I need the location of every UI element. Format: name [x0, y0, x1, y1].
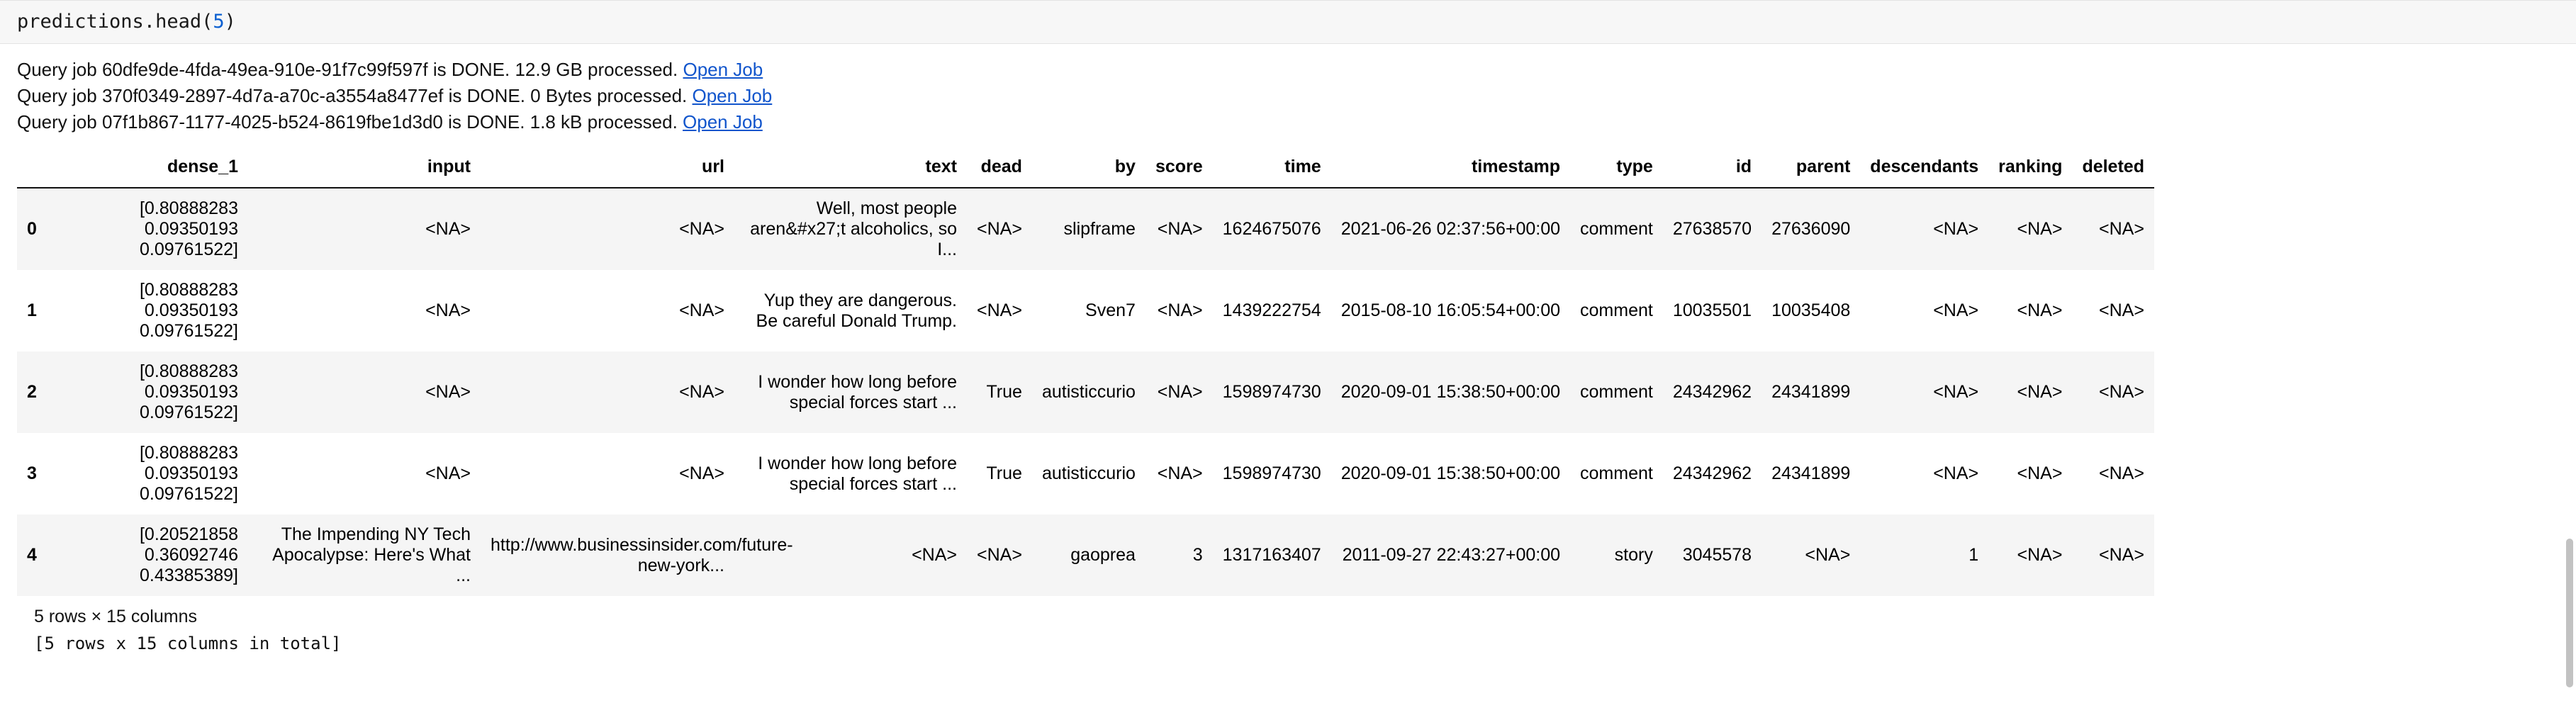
cell-text: I wonder how long before special forces start ...: [758, 371, 957, 412]
cell-time: 1598974730: [1222, 463, 1321, 484]
cell-parent: 24341899: [1771, 382, 1851, 403]
cell-input: <NA>: [425, 219, 471, 240]
table-header: [17, 151, 2154, 188]
row-index: 1: [27, 300, 37, 321]
cell-ranking: <NA>: [2017, 545, 2063, 566]
cell-type: comment: [1580, 300, 1653, 321]
cell-dense_1: [0.80888283 0.09350193 0.09761522]: [139, 280, 238, 342]
query-job-message: [17, 57, 2559, 83]
code-prefix: predictions.head(: [17, 11, 213, 33]
column-header-ranking: ranking: [1988, 151, 2072, 188]
vertical-scrollbar-thumb[interactable]: [2566, 539, 2573, 687]
cell-time: 1624675076: [1222, 219, 1321, 240]
cell-parent: 10035408: [1771, 300, 1851, 321]
cell-parent: <NA>: [1805, 545, 1851, 566]
cell-url: <NA>: [679, 300, 724, 321]
column-header-input: input: [248, 151, 481, 188]
cell-parent: 27636090: [1771, 219, 1851, 240]
cell-text: <NA>: [912, 545, 957, 566]
column-header-parent: parent: [1762, 151, 1860, 188]
cell-output: [0, 44, 2576, 663]
cell-dead: True: [986, 382, 1022, 403]
cell-id: 27638570: [1672, 219, 1752, 240]
cell-dense_1: [0.80888283 0.09350193 0.09761522]: [139, 361, 238, 423]
cell-text: Well, most people aren&#x27;t alcoholics, so I...: [750, 198, 957, 260]
column-header-descendants: descendants: [1860, 151, 1988, 188]
cell-url: <NA>: [679, 382, 724, 403]
cell-dead: <NA>: [977, 219, 1022, 240]
cell-score: <NA>: [1157, 382, 1203, 403]
cell-ranking: <NA>: [2017, 219, 2063, 240]
cell-dense_1: [0.80888283 0.09350193 0.09761522]: [139, 198, 238, 260]
column-header-time: time: [1213, 151, 1331, 188]
cell-descendants: <NA>: [1933, 219, 1979, 240]
cell-score: <NA>: [1157, 463, 1203, 484]
dataframe-footer: [17, 596, 2559, 663]
cell-id: 24342962: [1672, 382, 1752, 403]
cell-timestamp: 2021-06-26 02:37:56+00:00: [1340, 219, 1561, 240]
cell-descendants: <NA>: [1933, 463, 1979, 484]
cell-timestamp: 2020-09-01 15:38:50+00:00: [1340, 382, 1561, 403]
query-job-text: Query job 60dfe9de-4fda-49ea-910e-91f7c99f597f is DONE. 12.9 GB processed.: [17, 59, 683, 81]
column-header-url: url: [481, 151, 734, 188]
cell-url: http://www.businessinsider.com/future-new-york...: [491, 534, 793, 575]
cell-id: 3045578: [1682, 545, 1752, 566]
code-suffix: ): [224, 11, 236, 33]
column-header-score: score: [1146, 151, 1213, 188]
table-row: [17, 270, 2154, 351]
column-header-text: text: [734, 151, 967, 188]
cell-url: <NA>: [679, 219, 724, 240]
column-header-index: [17, 151, 65, 188]
cell-type: comment: [1580, 382, 1653, 403]
table-row: [17, 514, 2154, 596]
cell-deleted: <NA>: [2099, 300, 2144, 321]
cell-time: 1317163407: [1222, 545, 1321, 566]
query-job-text: Query job 07f1b867-1177-4025-b524-8619fbe1d3d0 is DONE. 1.8 kB processed.: [17, 111, 683, 133]
cell-text: Yup they are dangerous. Be careful Donald Trump.: [756, 290, 957, 331]
cell-by: gaoprea: [1070, 545, 1136, 566]
cell-timestamp: 2020-09-01 15:38:50+00:00: [1340, 463, 1561, 484]
code-argument: 5: [213, 11, 225, 33]
query-job-message: [17, 83, 2559, 109]
cell-timestamp: 2015-08-10 16:05:54+00:00: [1340, 300, 1561, 321]
cell-ranking: <NA>: [2017, 463, 2063, 484]
table-row: [17, 433, 2154, 514]
cell-type: story: [1614, 545, 1653, 566]
column-header-dead: dead: [967, 151, 1032, 188]
cell-deleted: <NA>: [2099, 463, 2144, 484]
cell-type: comment: [1580, 463, 1653, 484]
table-body: [17, 188, 2154, 596]
dataframe-table: [17, 151, 2154, 596]
cell-by: autisticcurio: [1041, 463, 1136, 484]
dataframe-shape: 5 rows × 15 columns: [34, 607, 197, 627]
cell-timestamp: 2011-09-27 22:43:27+00:00: [1342, 545, 1561, 566]
cell-ranking: <NA>: [2017, 382, 2063, 403]
open-job-link[interactable]: Open Job: [692, 85, 773, 107]
table-row: [17, 188, 2154, 270]
column-header-dense_1: dense_1: [65, 151, 248, 188]
cell-descendants: <NA>: [1933, 300, 1979, 321]
cell-dead: True: [986, 463, 1022, 484]
cell-id: 24342962: [1672, 463, 1752, 484]
cell-dead: <NA>: [977, 300, 1022, 321]
column-header-deleted: deleted: [2072, 151, 2154, 188]
dataframe-total: [5 rows x 15 columns in total]: [34, 633, 342, 653]
query-job-messages: [17, 57, 2559, 144]
cell-by: autisticcurio: [1041, 382, 1136, 403]
cell-dense_1: [0.80888283 0.09350193 0.09761522]: [139, 443, 238, 505]
cell-id: 10035501: [1672, 300, 1752, 321]
cell-deleted: <NA>: [2099, 545, 2144, 566]
cell-descendants: <NA>: [1933, 382, 1979, 403]
column-header-timestamp: timestamp: [1331, 151, 1570, 188]
cell-time: 1439222754: [1222, 300, 1321, 321]
cell-time: 1598974730: [1222, 382, 1321, 403]
cell-score: <NA>: [1157, 219, 1203, 240]
column-header-id: id: [1663, 151, 1762, 188]
header-row: [17, 151, 2154, 188]
cell-score: 3: [1192, 545, 1203, 566]
table-row: [17, 351, 2154, 433]
code-input-line[interactable]: [0, 0, 2576, 44]
cell-input: <NA>: [425, 382, 471, 403]
column-header-by: by: [1032, 151, 1146, 188]
cell-by: slipframe: [1063, 219, 1136, 240]
cell-parent: 24341899: [1771, 463, 1851, 484]
open-job-link[interactable]: Open Job: [683, 111, 763, 133]
cell-type: comment: [1580, 219, 1653, 240]
cell-deleted: <NA>: [2099, 382, 2144, 403]
row-index: 4: [27, 545, 37, 566]
cell-dense_1: [0.20521858 0.36092746 0.43385389]: [139, 524, 238, 586]
query-job-message: [17, 109, 2559, 135]
row-index: 2: [27, 382, 37, 403]
cell-text: I wonder how long before special forces start ...: [758, 453, 957, 494]
cell-input: The Impending NY Tech Apocalypse: Here's What ...: [272, 524, 471, 586]
cell-by: Sven7: [1085, 300, 1136, 321]
cell-url: <NA>: [679, 463, 724, 484]
cell-dead: <NA>: [977, 545, 1022, 566]
cell-descendants: 1: [1969, 545, 1979, 566]
cell-deleted: <NA>: [2099, 219, 2144, 240]
cell-ranking: <NA>: [2017, 300, 2063, 321]
row-index: 0: [27, 219, 37, 240]
open-job-link[interactable]: Open Job: [683, 59, 763, 81]
query-job-text: Query job 370f0349-2897-4d7a-a70c-a3554a8477ef is DONE. 0 Bytes processed.: [17, 85, 693, 107]
column-header-type: type: [1570, 151, 1663, 188]
cell-input: <NA>: [425, 300, 471, 321]
cell-input: <NA>: [425, 463, 471, 484]
cell-score: <NA>: [1157, 300, 1203, 321]
row-index: 3: [27, 463, 37, 484]
